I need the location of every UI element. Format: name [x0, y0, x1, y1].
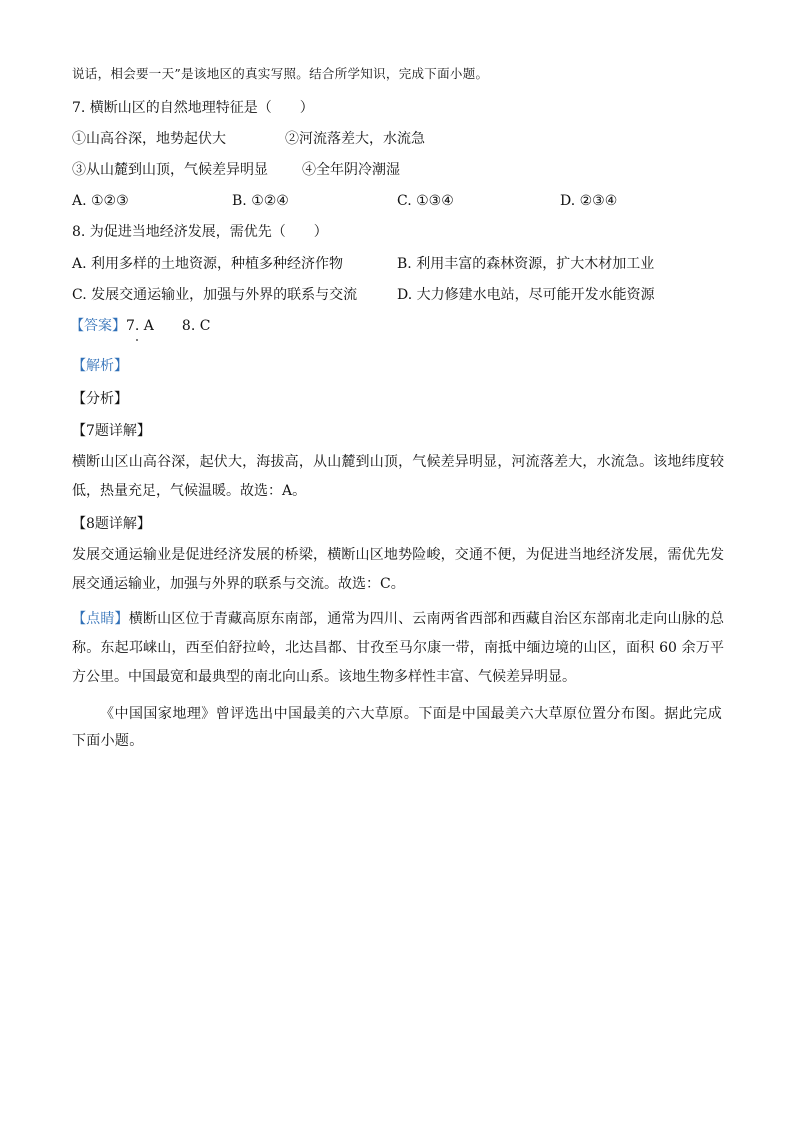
q8-option-c: C. 发展交通运输业，加强与外界的联系与交流: [72, 287, 358, 303]
dianjing-label: 【点睛】: [72, 611, 129, 627]
q7-item-2: ②河流落差大，水流急: [285, 131, 425, 147]
dianjing-text: 横断山区位于青藏高原东南部，通常为四川、云南两省西部和西藏自治区东部南北走向山脉的总称。东起邛崃山，西至伯舒拉岭，北达昌都、甘孜至马尔康一带，南抵中缅边境的山区，面积 60 余万平方公里。中国最宽和最典型的南北向山系。该地生物多样性丰富、气候差异明显。: [72, 611, 725, 685]
question-8-stem: 8. 为促进当地经济发展，需优先（ ）: [72, 224, 328, 240]
q7-item-1: ①山高谷深，地势起伏大: [72, 131, 226, 147]
q8-detail-heading: 【8题详解】: [72, 516, 151, 532]
q7-detail-text: 横断山区山高谷深，起伏大，海拔高，从山麓到山顶，气候差异明显，河流落差大，水流急。该地纬度较低，热量充足，气候温暖。故选：A。: [72, 454, 724, 499]
q8-option-b: B. 利用丰富的森林资源，扩大木材加工业: [397, 256, 655, 272]
answer-value: 7. A 8. C: [126, 318, 211, 334]
answer-label: 【答案】: [70, 318, 126, 334]
answer-line: [70, 316, 210, 336]
q7-detail-heading: 【7题详解】: [72, 423, 151, 439]
question-7-stem: 7. 横断山区的自然地理特征是（ ）: [72, 100, 314, 116]
q7-item-3: ③从山麓到山顶，气候差异明显: [72, 162, 268, 178]
intro-continuation: 说话，相会要一天”是该地区的真实写照。结合所学知识，完成下面小题。: [72, 66, 489, 81]
q7-option-c: C. ①③④: [397, 193, 454, 209]
next-question-intro: 《中国国家地理》曾评选出中国最美的六大草原。下面是中国最美六大草原位置分布图。据此完成下面小题。: [72, 706, 722, 749]
fenxi-heading: 【分析】: [72, 391, 128, 407]
q7-option-d: D. ②③④: [560, 193, 618, 209]
jiexi-heading: 【解析】: [72, 358, 128, 374]
q7-item-4: ④全年阴冷潮湿: [302, 162, 400, 178]
q8-detail-text: 发展交通运输业是促进经济发展的桥梁，横断山区地势险峻，交通不便，为促进当地经济发展，需优先发展交通运输业，加强与外界的联系与交流。故选：C。: [72, 547, 724, 592]
q7-option-b: B. ①②④: [232, 193, 289, 209]
dianjing-paragraph: [72, 605, 724, 692]
q8-option-d: D. 大力修建水电站，尽可能开发水能资源: [397, 287, 655, 303]
q7-option-a: A. ①②③: [72, 193, 129, 209]
stray-dot: [136, 339, 138, 341]
q8-option-a: A. 利用多样的土地资源，种植多种经济作物: [72, 256, 344, 272]
